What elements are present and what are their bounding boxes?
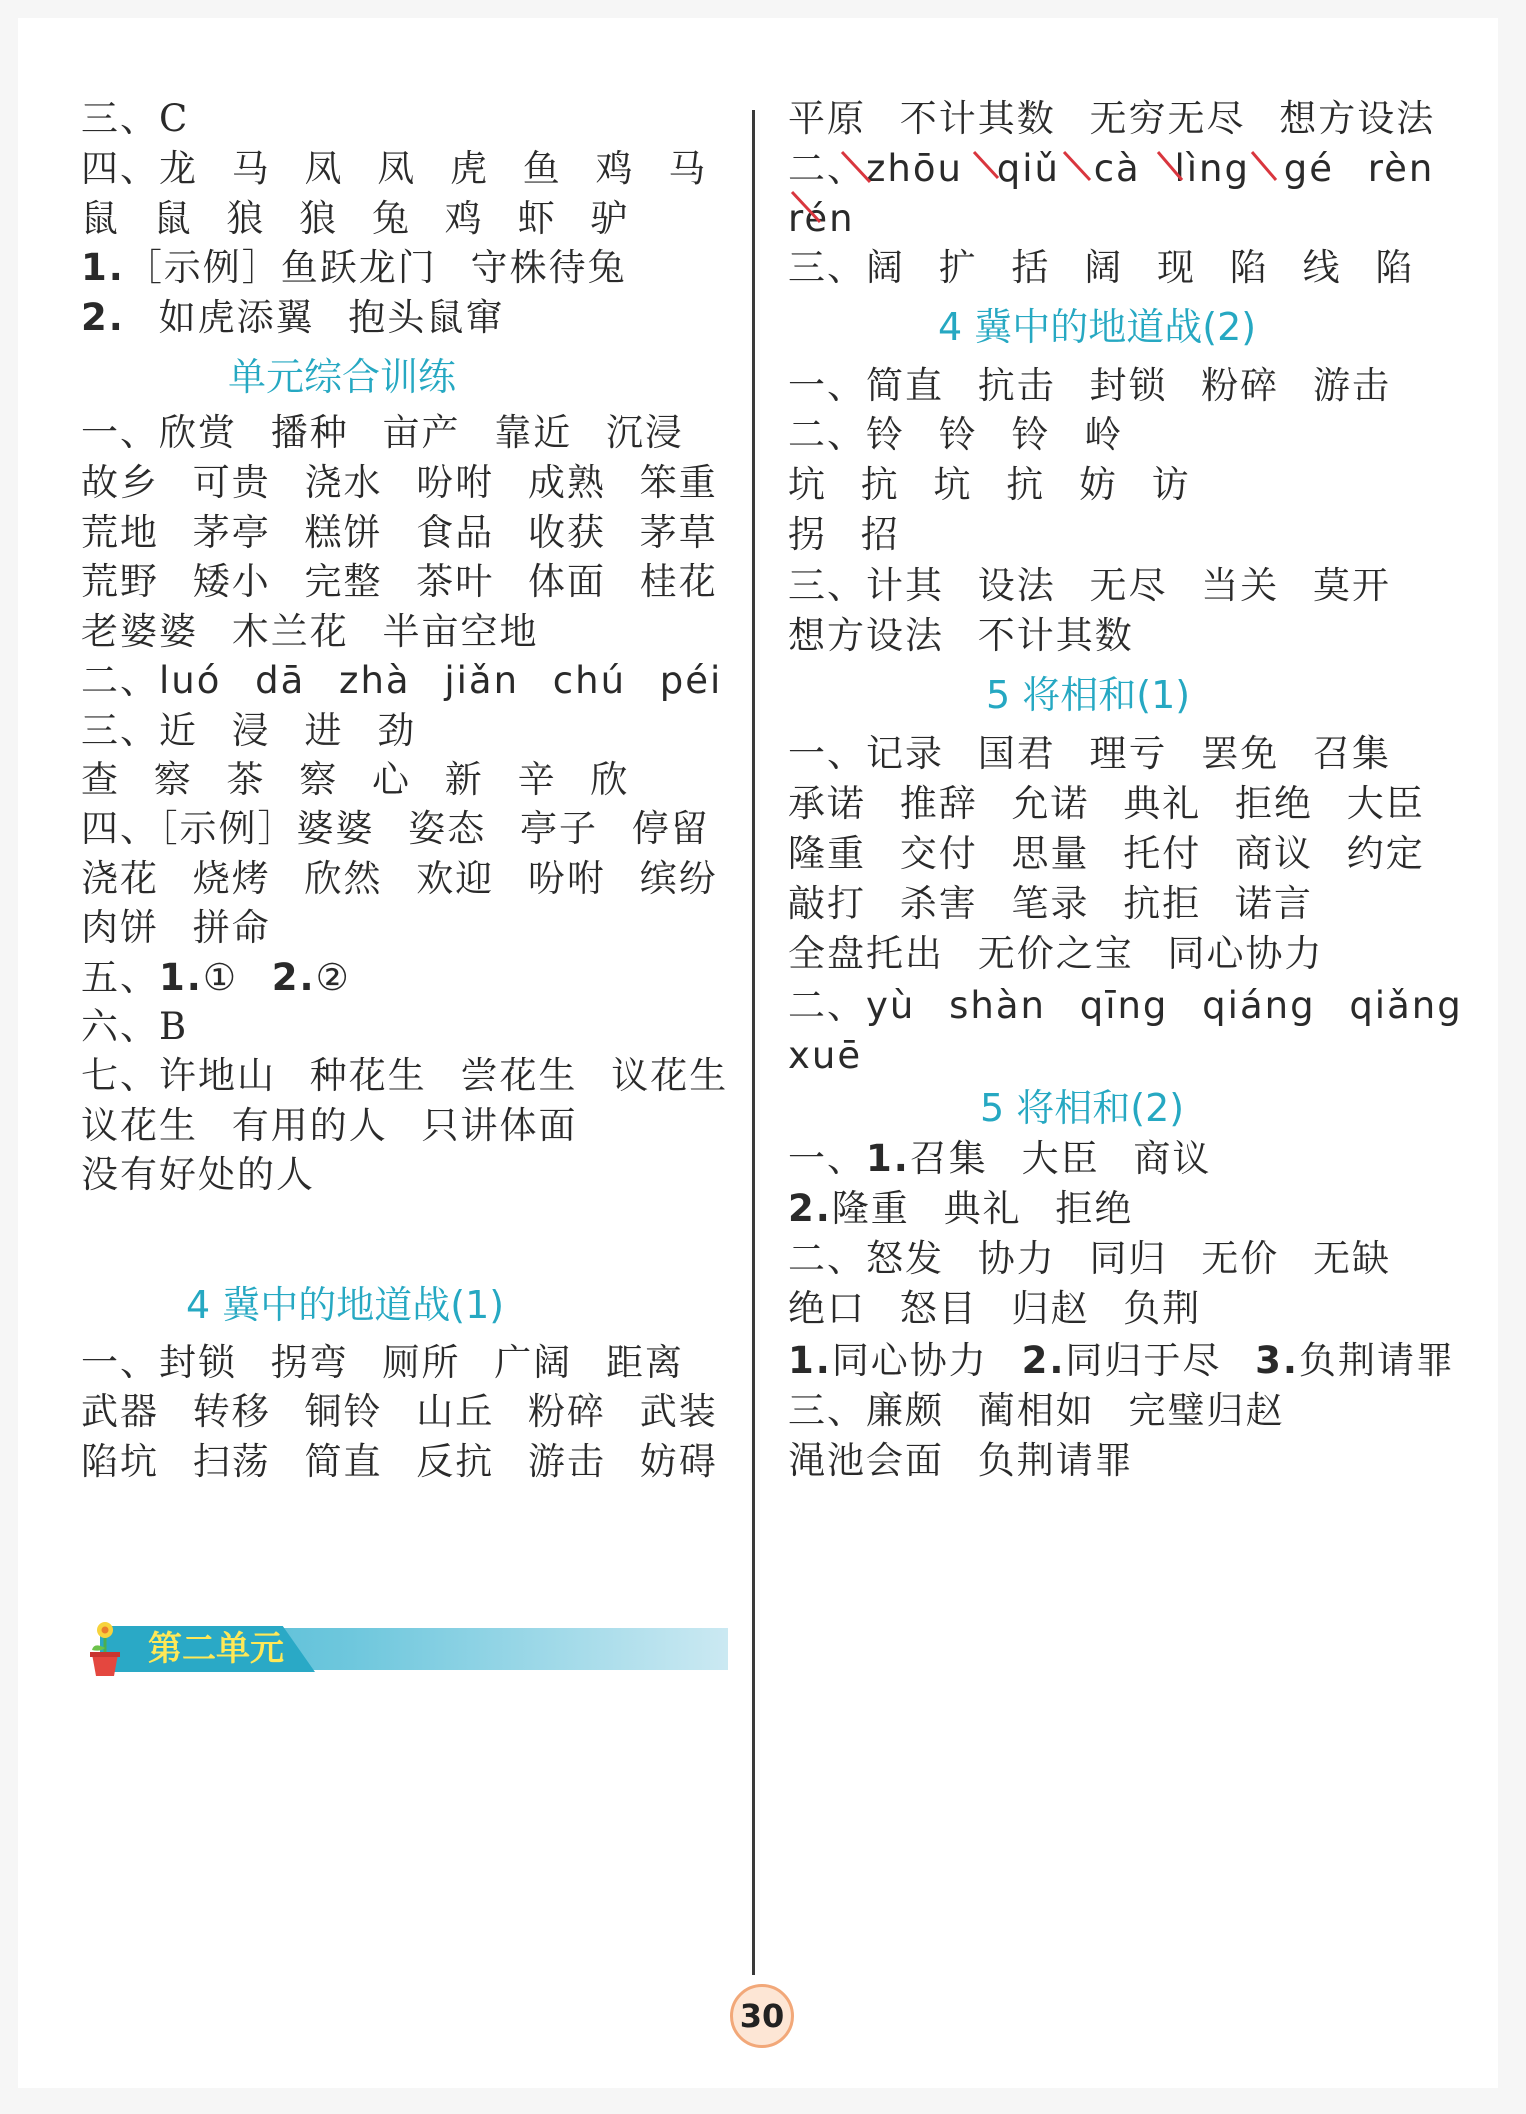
- answer-line: 故乡 可贵 浇水 吩咐 成熟 笨重: [81, 461, 718, 504]
- answer-line: 一、欣赏 播种 亩产 靠近 沉浸: [81, 411, 685, 454]
- answer-line: 荒野 矮小 完整 茶叶 体面 桂花: [81, 560, 718, 603]
- answer-line: 三、阔 扩 括 阔 现 陷 线 陷: [788, 246, 1415, 289]
- answer-line: 一、记录 国君 理亏 罢免 召集: [788, 732, 1392, 775]
- section-heading: 4 冀中的地道战(2): [938, 305, 1257, 349]
- answer-line: 老婆婆 木兰花 半亩空地: [81, 610, 539, 653]
- check-mark: [786, 188, 846, 228]
- answer-line: 鼠 鼠 狼 狼 兔 鸡 虾 驴: [81, 197, 630, 240]
- answer-line: 没有好处的人: [81, 1153, 315, 1196]
- answer-line: 查 察 茶 察 心 新 辛 欣: [81, 758, 630, 801]
- answer-line: 六、B: [81, 1005, 189, 1048]
- answer-line: 一、封锁 拐弯 厕所 广阔 距离: [81, 1341, 685, 1384]
- answer-line: 承诺 推辞 允诺 典礼 拒绝 大臣: [788, 782, 1425, 825]
- answer-line: 三、廉颇 蔺相如 完璧归赵: [788, 1389, 1285, 1432]
- answer-line: 三、C: [81, 97, 190, 140]
- answer-line: 荒地 茅亭 糕饼 食品 收获 茅草: [81, 511, 718, 554]
- answer-line: 2. 如虎添翼 抱头鼠窜: [81, 296, 505, 339]
- answer-line: 敲打 杀害 笔录 抗拒 诺言: [788, 882, 1314, 925]
- answer-line: 隆重 交付 思量 托付 商议 约定: [788, 832, 1425, 875]
- pinyin-answer: yù shàn qīng qiáng qiǎng: [866, 984, 1463, 1027]
- answer-line: 二、yù shàn qīng qiáng qiǎng: [788, 984, 1463, 1027]
- unit-title: 第二单元: [148, 1629, 284, 1669]
- answer-line: 议花生 有用的人 只讲体面: [81, 1104, 578, 1147]
- section-heading: 4 冀中的地道战(1): [186, 1283, 505, 1327]
- answer-line: 二、luó dā zhà jiǎn chú péi: [81, 659, 723, 702]
- answer-line: 四、［示例］婆婆 姿态 亭子 停留: [81, 807, 710, 850]
- answer-line: 一、1.召集 大臣 商议: [788, 1137, 1212, 1180]
- answer-line: 肉饼 拼命: [81, 906, 271, 949]
- answer-line: 四、龙 马 凤 凤 虎 鱼 鸡 马: [81, 147, 708, 190]
- column-divider: [752, 110, 755, 1975]
- answer-line: 二、zhōu qiǔ cà lìng gé rèn: [788, 147, 1435, 190]
- section-heading: 5 将相和(1): [986, 673, 1191, 717]
- answer-line: 拐 招: [788, 513, 900, 556]
- answer-line: 绝口 怒目 归赵 负荆: [788, 1287, 1202, 1330]
- check-marks: [828, 138, 1388, 218]
- plant-pot-icon: [82, 1620, 128, 1678]
- answer-line: 1.同心协力 2.同归于尽 3.负荆请罪: [788, 1339, 1455, 1382]
- answer-line: 武器 转移 铜铃 山丘 粉碎 武装: [81, 1390, 718, 1433]
- answer-line: 三、近 浸 进 劲: [81, 709, 417, 752]
- answer-line: 五、1.① 2.②: [81, 956, 351, 999]
- pinyin-answer: luó dā zhà jiǎn chú péi: [159, 659, 723, 702]
- answer-line: 想方设法 不计其数: [788, 614, 1134, 657]
- item-number: 1.: [81, 246, 125, 289]
- answer-line: 陷坑 扫荡 简直 反抗 游击 妨碍: [81, 1440, 718, 1483]
- answer-line: 二、铃 铃 铃 岭: [788, 413, 1124, 456]
- answer-line: 全盘托出 无价之宝 同心协力: [788, 932, 1324, 975]
- answer-line: 七、许地山 种花生 尝花生 议花生: [81, 1054, 729, 1097]
- answer-line: 二、怒发 协力 同归 无价 无缺: [788, 1237, 1392, 1280]
- answer-line: 1.［示例］鱼跃龙门 守株待兔: [81, 246, 627, 289]
- answer-line: 坑 抗 坑 抗 妨 访: [788, 463, 1191, 506]
- answer-line: 渑池会面 负荆请罪: [788, 1439, 1134, 1482]
- answer-page: [18, 18, 1498, 2088]
- pinyin-answer: rén: [788, 197, 855, 240]
- item-number: 2.: [81, 296, 125, 339]
- answer-line: 平原 不计其数 无穷无尽 想方设法: [788, 97, 1436, 140]
- answer-line: [788, 1033, 862, 1079]
- unit-banner: [78, 1620, 728, 1680]
- answer-line: 2.隆重 典礼 拒绝: [788, 1187, 1134, 1230]
- answer-line: 三、计其 设法 无尽 当关 莫开: [788, 564, 1392, 607]
- answer-line: 一、简直 抗击 封锁 粉碎 游击: [788, 364, 1392, 407]
- pinyin-answer: zhōu qiǔ cà lìng gé rèn: [866, 147, 1435, 190]
- answer-line: 浇花 烧烤 欣然 欢迎 吩咐 缤纷: [81, 857, 718, 900]
- section-heading: 5 将相和(2): [980, 1086, 1185, 1130]
- section-heading: 单元综合训练: [228, 355, 457, 399]
- pinyin-answer: xuē: [788, 1034, 863, 1077]
- page-number: 30: [730, 1984, 794, 2048]
